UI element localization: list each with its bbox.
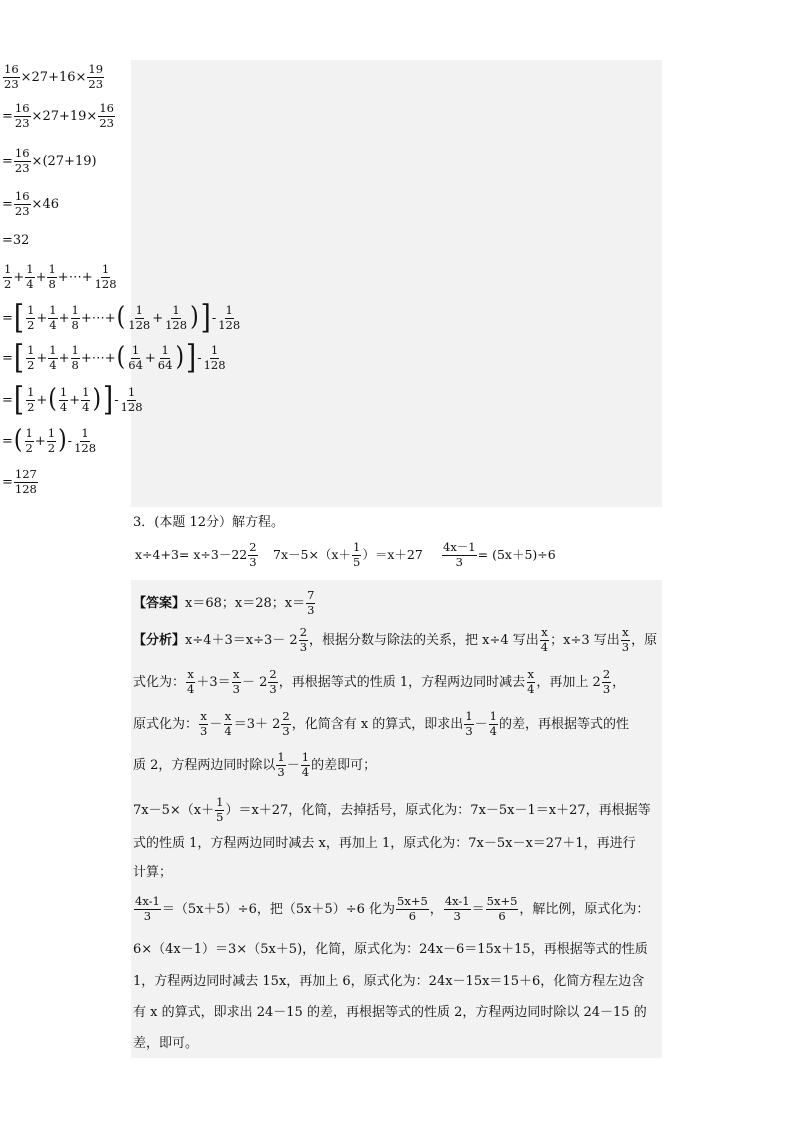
- numerator: 127: [14, 467, 37, 481]
- equals-sign: =: [2, 433, 13, 449]
- analysis-text: ，根据分数与除法的关系，把 x÷4 写出: [309, 632, 539, 648]
- fraction: [26, 305, 35, 331]
- fraction: [14, 148, 31, 174]
- left-bracket: [: [13, 299, 25, 337]
- analysis-text: ，解比例，原式化为：: [519, 901, 650, 917]
- denominator: 128: [165, 317, 188, 332]
- numerator: 2: [249, 540, 257, 554]
- denominator: 3: [453, 908, 461, 923]
- denominator: 128: [94, 276, 117, 291]
- fraction: [306, 590, 315, 616]
- right-bracket: ]: [200, 299, 211, 337]
- fraction: [71, 305, 80, 331]
- fraction: [81, 387, 90, 413]
- denominator: 4: [527, 681, 535, 696]
- numerator: x: [187, 667, 194, 681]
- numerator: 1: [210, 343, 219, 357]
- denominator: 3: [277, 764, 285, 779]
- fraction: [14, 191, 31, 217]
- numerator: 1: [4, 262, 12, 276]
- fraction: [352, 542, 361, 568]
- numerator: 2: [282, 709, 290, 723]
- numerator: 19: [88, 62, 104, 76]
- calc2-line4: = [ $\frac{1}{2}$ + ( $\frac{1}{4}$ + $\frac{1}{4}$ ) ] - $\frac{1}{128}$: [2, 381, 143, 419]
- fraction: [301, 752, 310, 778]
- numerator: 5x+5: [397, 894, 428, 908]
- expr-text: ×27+16×: [20, 69, 87, 85]
- denominator: 4: [540, 639, 549, 654]
- analysis-text: ＋3＝: [196, 674, 231, 690]
- fraction: [199, 711, 208, 737]
- calc2-line2: = [ $\frac{1}{2}$ + $\frac{1}{4}$ + $\frac{1}{8}$ +⋯+ ( $\frac{1}{128}$ + $\frac{1}{128}$ ) ] - $\frac{1}{128}$: [2, 299, 241, 337]
- analysis-line-10: 1，方程两边同时减去 15x，再加上 6，原式化为：24x－15x＝15＋6，化简方程左边含: [133, 974, 645, 989]
- calc1-line2: [2, 103, 116, 129]
- equals-sign: =: [2, 392, 13, 408]
- numerator: x: [527, 667, 534, 681]
- fraction: [396, 896, 429, 922]
- numerator: 1: [465, 709, 473, 723]
- denominator: 128: [128, 317, 151, 332]
- analysis-text: ，原: [631, 632, 658, 648]
- answer-text: x＝68；x＝28；x＝: [185, 595, 306, 611]
- analysis-text: 式化为：: [133, 674, 186, 690]
- numerator: 1: [127, 385, 136, 399]
- right-paren: ): [92, 384, 102, 415]
- left-paren: (: [48, 384, 57, 415]
- fraction: [47, 264, 56, 290]
- denominator: 3: [143, 908, 152, 923]
- fraction: [26, 387, 35, 413]
- numerator: 2: [299, 625, 308, 639]
- fraction: [442, 542, 477, 568]
- fraction: [248, 542, 257, 568]
- numerator: 1: [135, 303, 143, 317]
- denominator: 3: [282, 723, 290, 738]
- fraction: [98, 103, 115, 129]
- expr-text: ×27+19×: [31, 108, 98, 124]
- denominator: 3: [307, 602, 315, 617]
- equation-text: x÷4+3= x÷3－2: [135, 546, 240, 562]
- analysis-text: ；x÷3 写出: [550, 632, 620, 648]
- fraction: [276, 752, 285, 778]
- denominator: 8: [71, 317, 79, 332]
- fraction: [489, 711, 498, 737]
- numerator: 16: [14, 101, 30, 115]
- numerator: 4x-1: [135, 894, 160, 908]
- denominator: 3: [249, 554, 257, 569]
- question-3-title: [133, 516, 284, 529]
- fraction: [127, 345, 144, 371]
- denominator: 3: [602, 681, 611, 696]
- analysis-line-5: [133, 797, 651, 823]
- fraction: [486, 896, 519, 922]
- fraction: [127, 305, 151, 331]
- fraction: [59, 387, 68, 413]
- denominator: 4: [301, 764, 310, 779]
- fraction: [299, 627, 308, 653]
- denominator: 128: [120, 399, 143, 414]
- numerator: 1: [277, 750, 285, 764]
- numerator: 1: [71, 343, 79, 357]
- denominator: 2: [27, 357, 35, 372]
- numerator: 1: [216, 795, 224, 809]
- numerator: 1: [82, 385, 90, 399]
- denominator: 3: [299, 639, 308, 654]
- calc2-line3: = [ $\frac{1}{2}$ + $\frac{1}{4}$ + $\frac{1}{8}$ +⋯+ ( $\frac{1}{64}$ + $\frac{1}{64}$ ) ] - $\frac{1}{128}$: [2, 339, 226, 377]
- minus-sign: -: [114, 392, 119, 408]
- left-paren: (: [116, 302, 126, 333]
- left-bracket: [: [13, 339, 25, 377]
- fraction: [14, 469, 38, 495]
- calc1-line5: [2, 234, 29, 247]
- equals-sign: =: [2, 153, 13, 169]
- analysis-text: 的差，再根据等式的性: [498, 716, 629, 732]
- numerator: 16: [99, 101, 114, 115]
- fraction: [444, 896, 471, 922]
- equals-sign: =: [2, 108, 13, 124]
- numerator: 1: [27, 343, 35, 357]
- fraction: [268, 669, 277, 695]
- analysis-line-6: 式的性质 1，方程两边同时减去 x，再加上 1，原式化为：7x－5x－x＝27＋1，再进行: [133, 836, 636, 851]
- fraction: [164, 305, 188, 331]
- fraction: [87, 64, 104, 90]
- analysis-text: 的差即可；: [311, 757, 377, 773]
- denominator: 5: [216, 809, 224, 824]
- right-bracket: ]: [103, 381, 114, 419]
- analysis-line-11: 有 x 的算式，即求出 24－15 的差，再根据等式的性质 2，方程两边同时除以 24－15 的: [133, 1005, 647, 1020]
- analysis-line-2: [133, 669, 625, 695]
- right-paren: ): [190, 302, 199, 333]
- analysis-line-7: 计算；: [133, 865, 173, 880]
- denominator: 4: [49, 317, 57, 332]
- numerator: 1: [172, 303, 180, 317]
- fraction: [14, 103, 31, 129]
- fraction: [48, 305, 57, 331]
- numerator: 1: [131, 343, 140, 357]
- denominator: 6: [408, 908, 417, 923]
- numerator: 5x+5: [486, 894, 518, 908]
- analysis-line-4: [133, 752, 376, 778]
- fraction: [47, 428, 56, 454]
- calc1-line4: [2, 191, 59, 217]
- fraction: [71, 345, 80, 371]
- numerator: 7: [307, 588, 315, 602]
- numerator: 1: [25, 426, 33, 440]
- analysis-text: －: [209, 716, 223, 732]
- numerator: x: [541, 625, 548, 639]
- numerator: 1: [49, 303, 57, 317]
- fraction: [25, 428, 34, 454]
- analysis-text: ＝: [471, 901, 485, 917]
- denominator: 2: [27, 317, 35, 332]
- analysis-text: ，再根据等式的性质 1，方程两边同时减去: [278, 674, 526, 690]
- minus-sign: -: [211, 310, 217, 326]
- expr-text: ×46: [31, 196, 59, 212]
- fraction: [540, 627, 549, 653]
- equation-text: = (5x＋5)÷6: [477, 546, 556, 562]
- numerator: 4x－1: [443, 540, 476, 554]
- numerator: 16: [14, 189, 30, 203]
- minus-sign: -: [197, 350, 202, 366]
- calc1-line1: [2, 64, 105, 90]
- minus-sign: -: [67, 433, 73, 449]
- denominator: 23: [14, 203, 30, 218]
- numerator: 1: [352, 540, 361, 554]
- numerator: 1: [301, 750, 310, 764]
- numerator: 1: [225, 303, 233, 317]
- equals-sign: =: [2, 310, 13, 326]
- denominator: 3: [465, 723, 473, 738]
- numerator: 16: [4, 62, 19, 76]
- fraction: [48, 345, 57, 371]
- fraction: [464, 711, 473, 737]
- ellipsis-text: +⋯+: [80, 310, 116, 326]
- numerator: x: [622, 625, 629, 639]
- analysis-line-9: 6×（4x－1）＝3×（5x＋5)，化简，原式化为：24x－6＝15x＋15，再根据等式的性质: [133, 942, 648, 957]
- analysis-line-3: [133, 711, 629, 737]
- equation-1: [135, 542, 259, 568]
- denominator: 128: [14, 481, 37, 496]
- result-text: =32: [2, 233, 30, 248]
- ellipsis-text: +⋯+: [57, 269, 93, 285]
- fraction: [223, 711, 232, 737]
- calc2-line5: = ( $\frac{1}{2}$ + $\frac{1}{2}$ ) - $\frac{1}{128}$: [2, 425, 97, 456]
- denominator: 128: [203, 357, 226, 372]
- analysis-text: －: [474, 716, 488, 732]
- left-bracket: [: [13, 381, 25, 419]
- analysis-line-8: [133, 896, 649, 922]
- numerator: 1: [81, 426, 89, 440]
- denominator: 3: [455, 554, 463, 569]
- equals-sign: =: [2, 474, 13, 490]
- numerator: x: [200, 709, 207, 723]
- fraction: [120, 387, 144, 413]
- numerator: 1: [27, 303, 35, 317]
- numerator: 1: [101, 262, 110, 276]
- equation-text: ）＝x＋27: [362, 546, 423, 562]
- equation-text: 7x－5×（x＋: [273, 546, 351, 562]
- left-paren: (: [116, 342, 126, 373]
- fraction: [215, 797, 224, 823]
- answer-label: 【答案】: [133, 595, 186, 611]
- fraction: [281, 711, 290, 737]
- numerator: 1: [48, 262, 56, 276]
- denominator: 8: [48, 276, 56, 291]
- analysis-text: ，化简含有 x 的算式，即求出: [291, 716, 464, 732]
- denominator: 4: [187, 681, 195, 696]
- fraction: [526, 669, 535, 695]
- denominator: 3: [232, 681, 240, 696]
- denominator: 23: [4, 76, 19, 91]
- denominator: 4: [82, 399, 90, 414]
- left-paren: (: [13, 425, 23, 456]
- fraction: [157, 345, 174, 371]
- denominator: 4: [224, 723, 232, 738]
- numerator: x: [233, 667, 240, 681]
- right-bracket: ]: [186, 339, 197, 377]
- numerator: 16: [14, 146, 30, 160]
- denominator: 2: [27, 399, 35, 414]
- denominator: 23: [14, 115, 30, 130]
- analysis-text: －: [286, 757, 300, 773]
- calc2-line1: $\frac{1}{2}$ + $\frac{1}{4}$ + $\frac{1}{8}$ +⋯+ $\frac{1}{128}$: [4, 262, 117, 291]
- numerator: 4x-1: [444, 894, 470, 908]
- analysis-text: ）＝x＋27，化简，去掉括号，原式化为：7x－5x－1＝x＋27，再根据等: [225, 802, 651, 818]
- analysis-line-12: 差，即可。: [133, 1036, 199, 1051]
- denominator: 4: [49, 357, 57, 372]
- analysis-text: ＝3＋ 2: [233, 716, 281, 732]
- calc1-line3: [2, 148, 97, 174]
- numerator: 1: [49, 343, 57, 357]
- denominator: 5: [352, 554, 361, 569]
- fraction: [203, 345, 227, 371]
- equation-2: [273, 542, 423, 568]
- fraction: [3, 64, 20, 90]
- denominator: 3: [621, 639, 630, 654]
- numerator: 2: [602, 667, 611, 681]
- fraction: [186, 669, 195, 695]
- denominator: 23: [14, 160, 30, 175]
- denominator: 2: [4, 276, 12, 291]
- expr-text: ×(27+19): [31, 153, 97, 169]
- analysis-text: 质 2，方程两边同时除以: [133, 757, 276, 773]
- denominator: 4: [26, 276, 34, 291]
- analysis-text: 原式化为：: [133, 716, 199, 732]
- solution-block-calculation: [131, 60, 662, 507]
- equals-sign: =: [2, 350, 13, 366]
- numerator: 1: [161, 343, 169, 357]
- denominator: 3: [200, 723, 208, 738]
- analysis-line-1: [133, 627, 657, 653]
- ellipsis-text: +⋯+: [80, 350, 116, 366]
- numerator: 1: [47, 426, 56, 440]
- analysis-text: ，再加上 2: [536, 674, 601, 690]
- denominator: 4: [59, 399, 68, 414]
- numerator: 1: [489, 709, 497, 723]
- fraction: [94, 264, 118, 290]
- analysis-text: x÷4＋3＝x÷3－ 2: [185, 632, 298, 648]
- denominator: 64: [128, 357, 143, 372]
- denominator: 23: [99, 115, 114, 130]
- fraction: [232, 669, 241, 695]
- numerator: 2: [269, 667, 277, 681]
- answer-line: [133, 590, 316, 616]
- numerator: 1: [59, 385, 68, 399]
- fraction: [134, 896, 161, 922]
- numerator: 1: [71, 303, 79, 317]
- denominator: 4: [489, 723, 497, 738]
- equals-sign: =: [2, 196, 13, 212]
- denominator: 6: [498, 908, 506, 923]
- denominator: 2: [25, 440, 33, 455]
- calc2-line6: [2, 469, 39, 495]
- whole-part: 2: [239, 546, 248, 562]
- denominator: 8: [71, 357, 79, 372]
- fraction: [602, 669, 611, 695]
- fraction: [621, 627, 630, 653]
- fraction: [73, 428, 97, 454]
- analysis-text: ，: [429, 901, 443, 917]
- right-paren: ): [175, 342, 185, 373]
- analysis-text: 7x－5×（x＋: [133, 802, 215, 818]
- denominator: 128: [218, 317, 241, 332]
- denominator: 64: [157, 357, 173, 372]
- analysis-label: 【分析】: [133, 632, 186, 648]
- right-paren: ): [58, 425, 67, 456]
- numerator: 1: [26, 262, 34, 276]
- fraction: [3, 264, 12, 290]
- fraction: [217, 305, 241, 331]
- mixed-number: [239, 542, 258, 568]
- denominator: 3: [269, 681, 277, 696]
- question-title-text: 3．(本题 12分）解方程。: [133, 515, 285, 530]
- analysis-text: ，: [612, 674, 626, 690]
- numerator: x: [224, 709, 232, 723]
- denominator: 2: [47, 440, 56, 455]
- numerator: 1: [27, 385, 35, 399]
- fraction: [25, 264, 34, 290]
- denominator: 128: [74, 440, 97, 455]
- denominator: 23: [88, 76, 104, 91]
- equation-3: [441, 542, 556, 568]
- analysis-text: － 2: [241, 674, 268, 690]
- analysis-text: ＝（5x＋5）÷6，把（5x＋5）÷6 化为: [161, 901, 396, 917]
- fraction: [26, 345, 35, 371]
